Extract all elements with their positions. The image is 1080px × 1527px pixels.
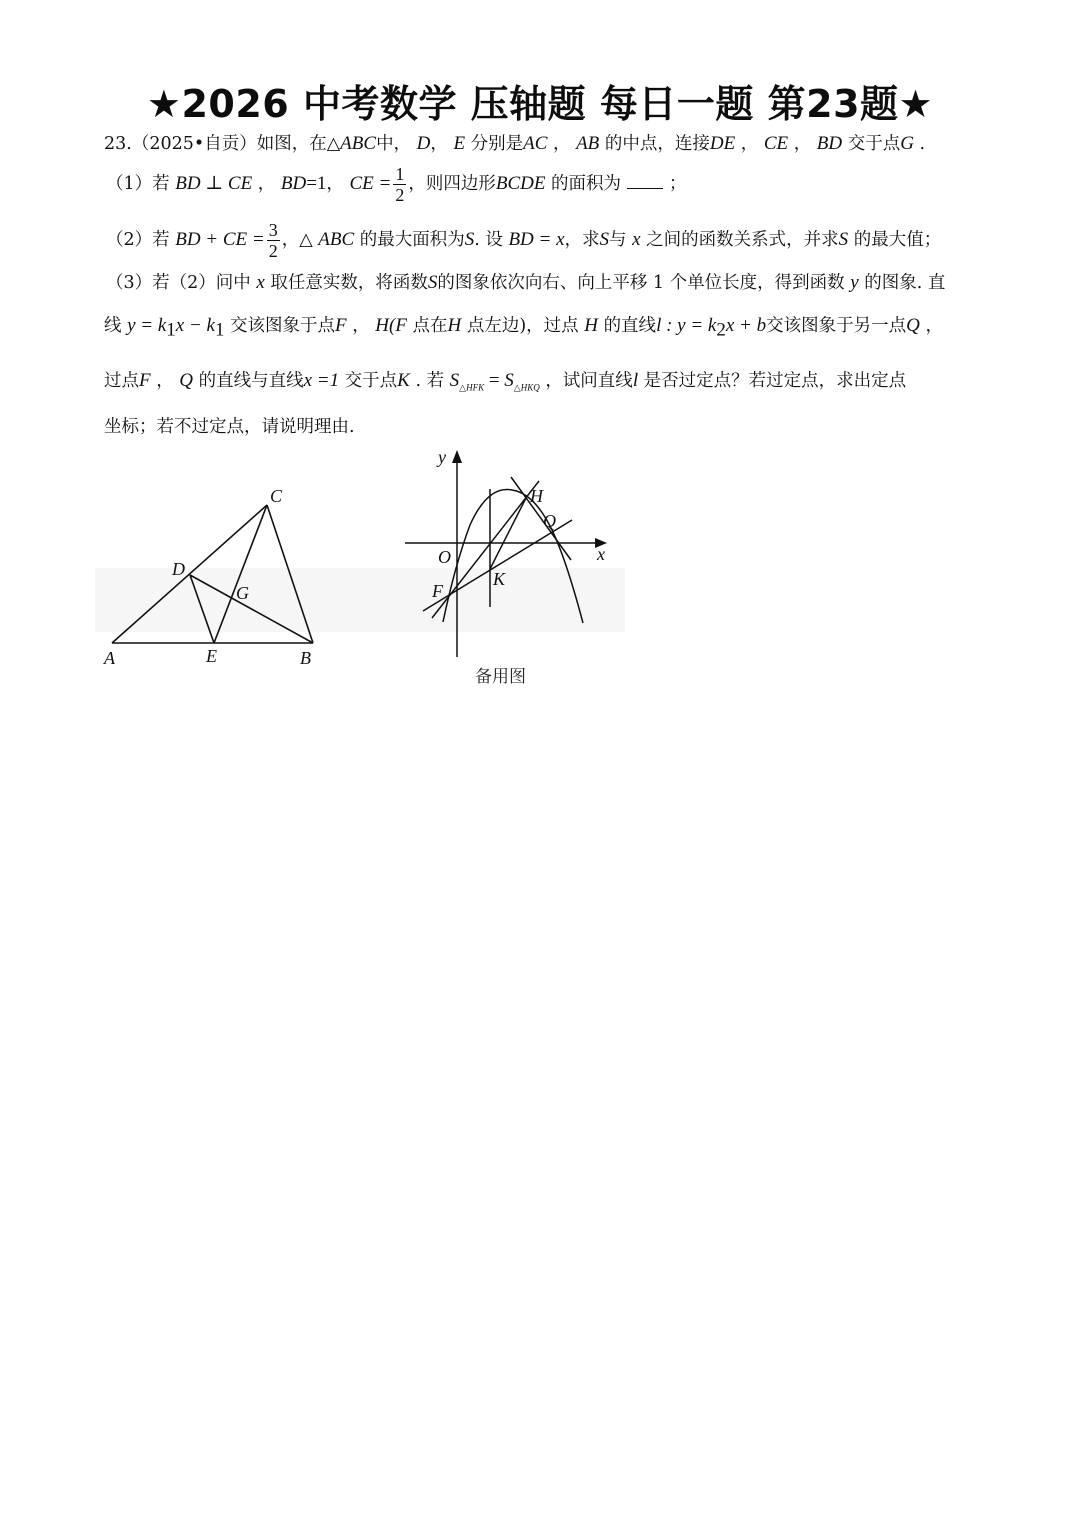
problem-source: （2025•自贡） xyxy=(131,134,257,154)
label-x: x xyxy=(597,544,605,564)
segment-BC xyxy=(267,505,313,643)
label-D: D xyxy=(172,559,185,579)
part-3-line-2: 线 $y = k_1x - k_1$ 交该图象于点F ， H(F 点在H 点左边)，过点 H 的直线l : $y = k_2x + b$交该图象于另一点Q ， xyxy=(104,315,943,341)
label-H: H xyxy=(530,486,543,506)
label-A: A xyxy=(104,648,115,668)
label-O: O xyxy=(438,547,451,567)
part-3-line-3: 过点F ， Q 的直线与直线x =1 交于点K . 若 $S_{\triangle HFK} = S_{\triangle HKQ}$ ，试问直线l 是否过定点？若过定点，求出定点 xyxy=(104,370,907,393)
problem-intro: 23.（2025•自贡）如图，在△ABC中， D， E 分别是AC ， AB 的中点，连接DE ， CE ， BD 交于点G . xyxy=(104,133,926,154)
part-3-line-1: （3）若（2）问中 x 取任意实数，将函数S的图象依次向右、向上平移 1 个单位长度，得到函数 y 的图象. 直 xyxy=(106,272,946,293)
page-title: ★2026 中考数学 压轴题 每日一题 第23题★ xyxy=(146,82,934,126)
label-G: G xyxy=(236,583,249,603)
label-C: C xyxy=(270,486,283,506)
problem-number: 23. xyxy=(104,134,132,154)
coordinate-figure xyxy=(405,450,607,657)
part-1: （1）若 BD ⊥ CE ， BD=1， CE = $\frac{1}{2}$ ，则四边形BCDE 的面积为 ； xyxy=(106,164,687,205)
segment-DE xyxy=(190,575,214,643)
label-y: y xyxy=(438,447,446,467)
part-2: （2）若 BD + CE = $\frac{3}{2}$ ，△ ABC 的最大面积为S. 设 BD = x，求S与 x 之间的函数关系式，并求S 的最大值； xyxy=(106,220,942,261)
figure-caption: 备用图 xyxy=(475,667,526,687)
segment-CE xyxy=(214,505,267,643)
label-B: B xyxy=(300,648,311,668)
label-K: K xyxy=(493,569,506,589)
y-axis-arrow-icon xyxy=(452,450,462,463)
fraction-three-halves: $\frac{3}{2}$ xyxy=(268,220,278,261)
triangle-figure xyxy=(112,505,313,643)
label-F: F xyxy=(432,581,443,601)
fraction-one-half: $\frac{1}{2}$ xyxy=(395,164,405,205)
segment-AC xyxy=(112,505,267,643)
label-Q: Q xyxy=(543,511,556,531)
part-3-line-4: 坐标；若不过定点，请说明理由. xyxy=(104,417,355,437)
label-E: E xyxy=(206,646,217,666)
